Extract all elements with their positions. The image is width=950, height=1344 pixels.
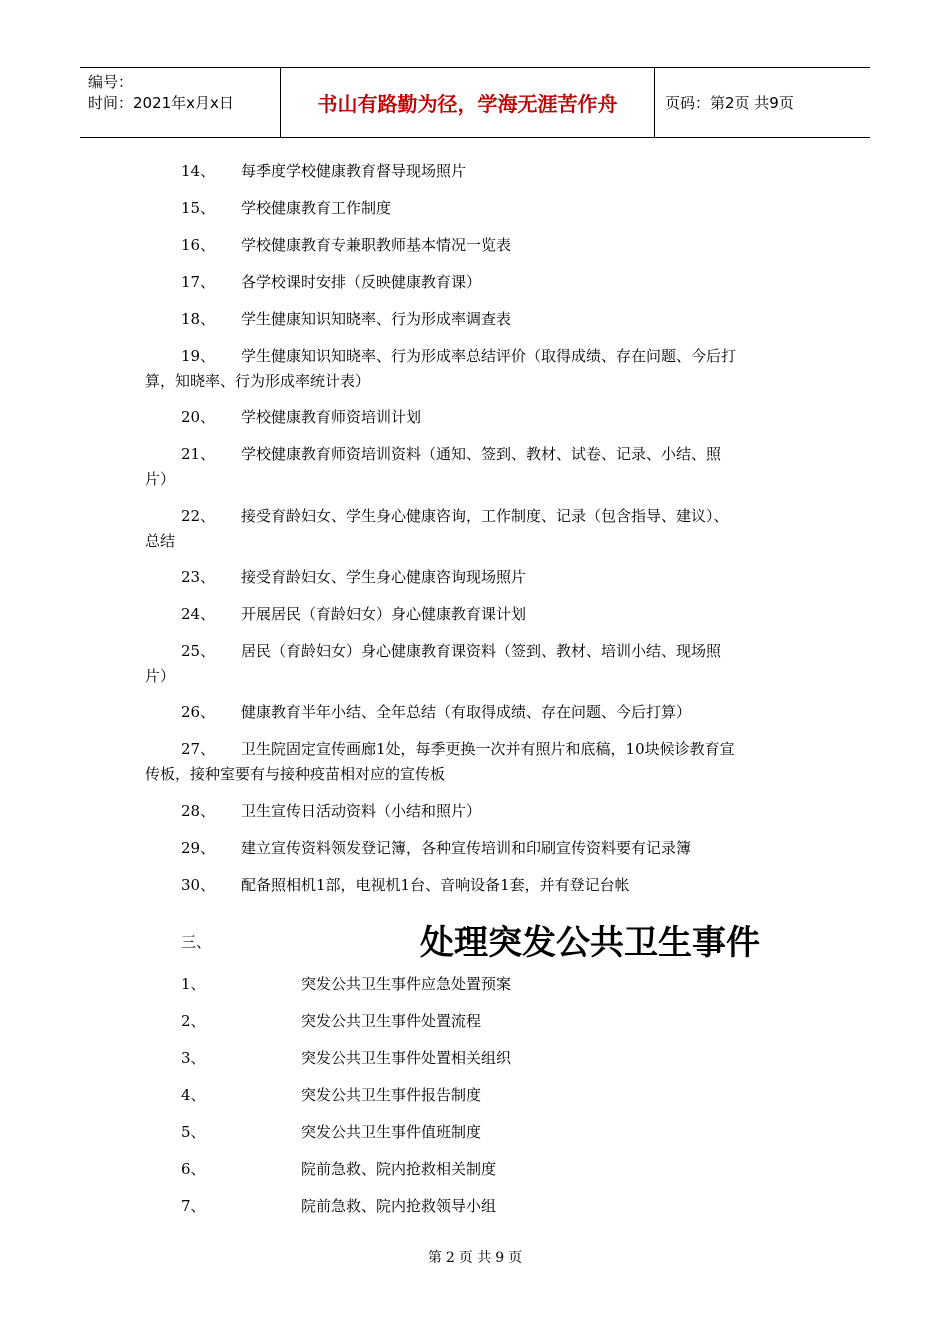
sub-item-text: 突发公共卫生事件处置流程 [301, 1012, 482, 1030]
item-text: 学生健康知识知晓率、行为形成率调查表 [241, 310, 512, 328]
time-label: 时间：2021年x月x日 [88, 94, 234, 112]
sub-item-number: 3、 [181, 1049, 206, 1067]
list-item [0, 504, 950, 554]
list-item [0, 196, 950, 221]
footer-prefix: 第 [427, 1250, 442, 1266]
footer-total: 9 [495, 1250, 505, 1266]
item-number: 21、 [181, 445, 216, 463]
item-text: 接受育龄妇女、学生身心健康咨询现场照片 [241, 568, 527, 586]
item-text: 开展居民（育龄妇女）身心健康教育课计划 [241, 605, 527, 623]
sub-item-number: 5、 [181, 1123, 206, 1141]
item-text: 居民（育龄妇女）身心健康教育课资料（签到、教材、培训小结、现场照 [241, 642, 722, 660]
list-item [0, 270, 950, 295]
item-text: 建立宣传资料领发登记簿，各种宣传培训和印刷宣传资料要有记录簿 [241, 839, 692, 857]
header-motto: 书山有路勤为径，学海无涯苦作舟 [281, 68, 655, 137]
list-item [0, 700, 950, 725]
list-item [0, 307, 950, 332]
list-item [0, 442, 950, 492]
item-text: 健康教育半年小结、全年总结（有取得成绩、存在问题、今后打算） [241, 703, 692, 721]
item-text: 学校健康教育专兼职教师基本情况一览表 [241, 236, 512, 254]
item-text-continued: 算，知晓率、行为形成率统计表） [145, 372, 371, 390]
sub-item-text: 突发公共卫生事件处置相关组织 [301, 1049, 512, 1067]
item-number: 17、 [181, 273, 216, 291]
sub-list-item [0, 1083, 950, 1108]
page-footer [0, 1247, 950, 1267]
item-text-continued: 片） [145, 667, 176, 685]
item-number: 25、 [181, 642, 216, 660]
item-number: 23、 [181, 568, 216, 586]
sub-item-number: 4、 [181, 1086, 206, 1104]
item-number: 30、 [181, 876, 216, 894]
sub-list-item [0, 1046, 950, 1071]
item-number: 27、 [181, 740, 216, 758]
page-header [80, 67, 870, 138]
item-text: 接受育龄妇女、学生身心健康咨询，工作制度、记录（包含指导、建议）、 [241, 507, 729, 525]
item-text: 学校健康教育师资培训计划 [241, 408, 422, 426]
item-text-continued: 总结 [145, 532, 176, 550]
list-item [0, 639, 950, 689]
sub-item-number: 7、 [181, 1197, 206, 1215]
sub-item-number: 1、 [181, 975, 206, 993]
sub-item-number: 6、 [181, 1160, 206, 1178]
list-item [0, 873, 950, 898]
item-text: 学校健康教育师资培训资料（通知、签到、教材、试卷、记录、小结、照 [241, 445, 722, 463]
item-text: 卫生宣传日活动资料（小结和照片） [241, 802, 482, 820]
item-text: 配备照相机1部，电视机1台、音响设备1套，并有登记台帐 [241, 876, 630, 894]
section-title: 处理突发公共卫生事件 [420, 923, 760, 963]
sub-list-item [0, 972, 950, 997]
item-number: 22、 [181, 507, 216, 525]
footer-mid: 页 共 [458, 1250, 492, 1266]
section-heading [0, 915, 950, 963]
item-number: 24、 [181, 605, 216, 623]
section-number: 三、 [181, 933, 212, 951]
sub-item-text: 院前急救、院内抢救领导小组 [301, 1197, 497, 1215]
item-number: 19、 [181, 347, 216, 365]
sub-item-text: 突发公共卫生事件应急处置预案 [301, 975, 512, 993]
header-page-info: 页码：第2页 共9页 [665, 94, 794, 112]
item-number: 16、 [181, 236, 216, 254]
item-text: 学校健康教育工作制度 [241, 199, 392, 217]
list-item [0, 602, 950, 627]
list-item [0, 836, 950, 861]
item-text: 卫生院固定宣传画廊1处，每季更换一次并有照片和底稿，10块候诊教育宣 [241, 740, 735, 758]
sub-item-text: 突发公共卫生事件报告制度 [301, 1086, 482, 1104]
sub-item-number: 2、 [181, 1012, 206, 1030]
sub-item-text: 突发公共卫生事件值班制度 [301, 1123, 482, 1141]
sub-list-item [0, 1194, 950, 1219]
item-text-continued: 片） [145, 470, 176, 488]
item-number: 14、 [181, 162, 216, 180]
list-item [0, 233, 950, 258]
header-left-cell [80, 68, 281, 137]
list-item [0, 565, 950, 590]
item-text: 学生健康知识知晓率、行为形成率总结评价（取得成绩、存在问题、今后打 [241, 347, 737, 365]
list-item [0, 799, 950, 824]
list-item [0, 159, 950, 184]
item-number: 20、 [181, 408, 216, 426]
sub-list-item [0, 1009, 950, 1034]
footer-suffix: 页 [508, 1250, 523, 1266]
item-number: 15、 [181, 199, 216, 217]
list-item [0, 405, 950, 430]
item-number: 26、 [181, 703, 216, 721]
list-item [0, 344, 950, 394]
item-number: 18、 [181, 310, 216, 328]
footer-page: 2 [445, 1250, 455, 1266]
item-text-continued: 传板，接种室要有与接种疫苗相对应的宣传板 [145, 765, 446, 783]
number-label: 编号： [88, 73, 134, 91]
sub-item-text: 院前急救、院内抢救相关制度 [301, 1160, 497, 1178]
item-number: 29、 [181, 839, 216, 857]
sub-list-item [0, 1157, 950, 1182]
sub-list-item [0, 1120, 950, 1145]
item-text: 各学校课时安排（反映健康教育课） [241, 273, 482, 291]
item-text: 每季度学校健康教育督导现场照片 [241, 162, 467, 180]
list-item [0, 737, 950, 787]
item-number: 28、 [181, 802, 216, 820]
